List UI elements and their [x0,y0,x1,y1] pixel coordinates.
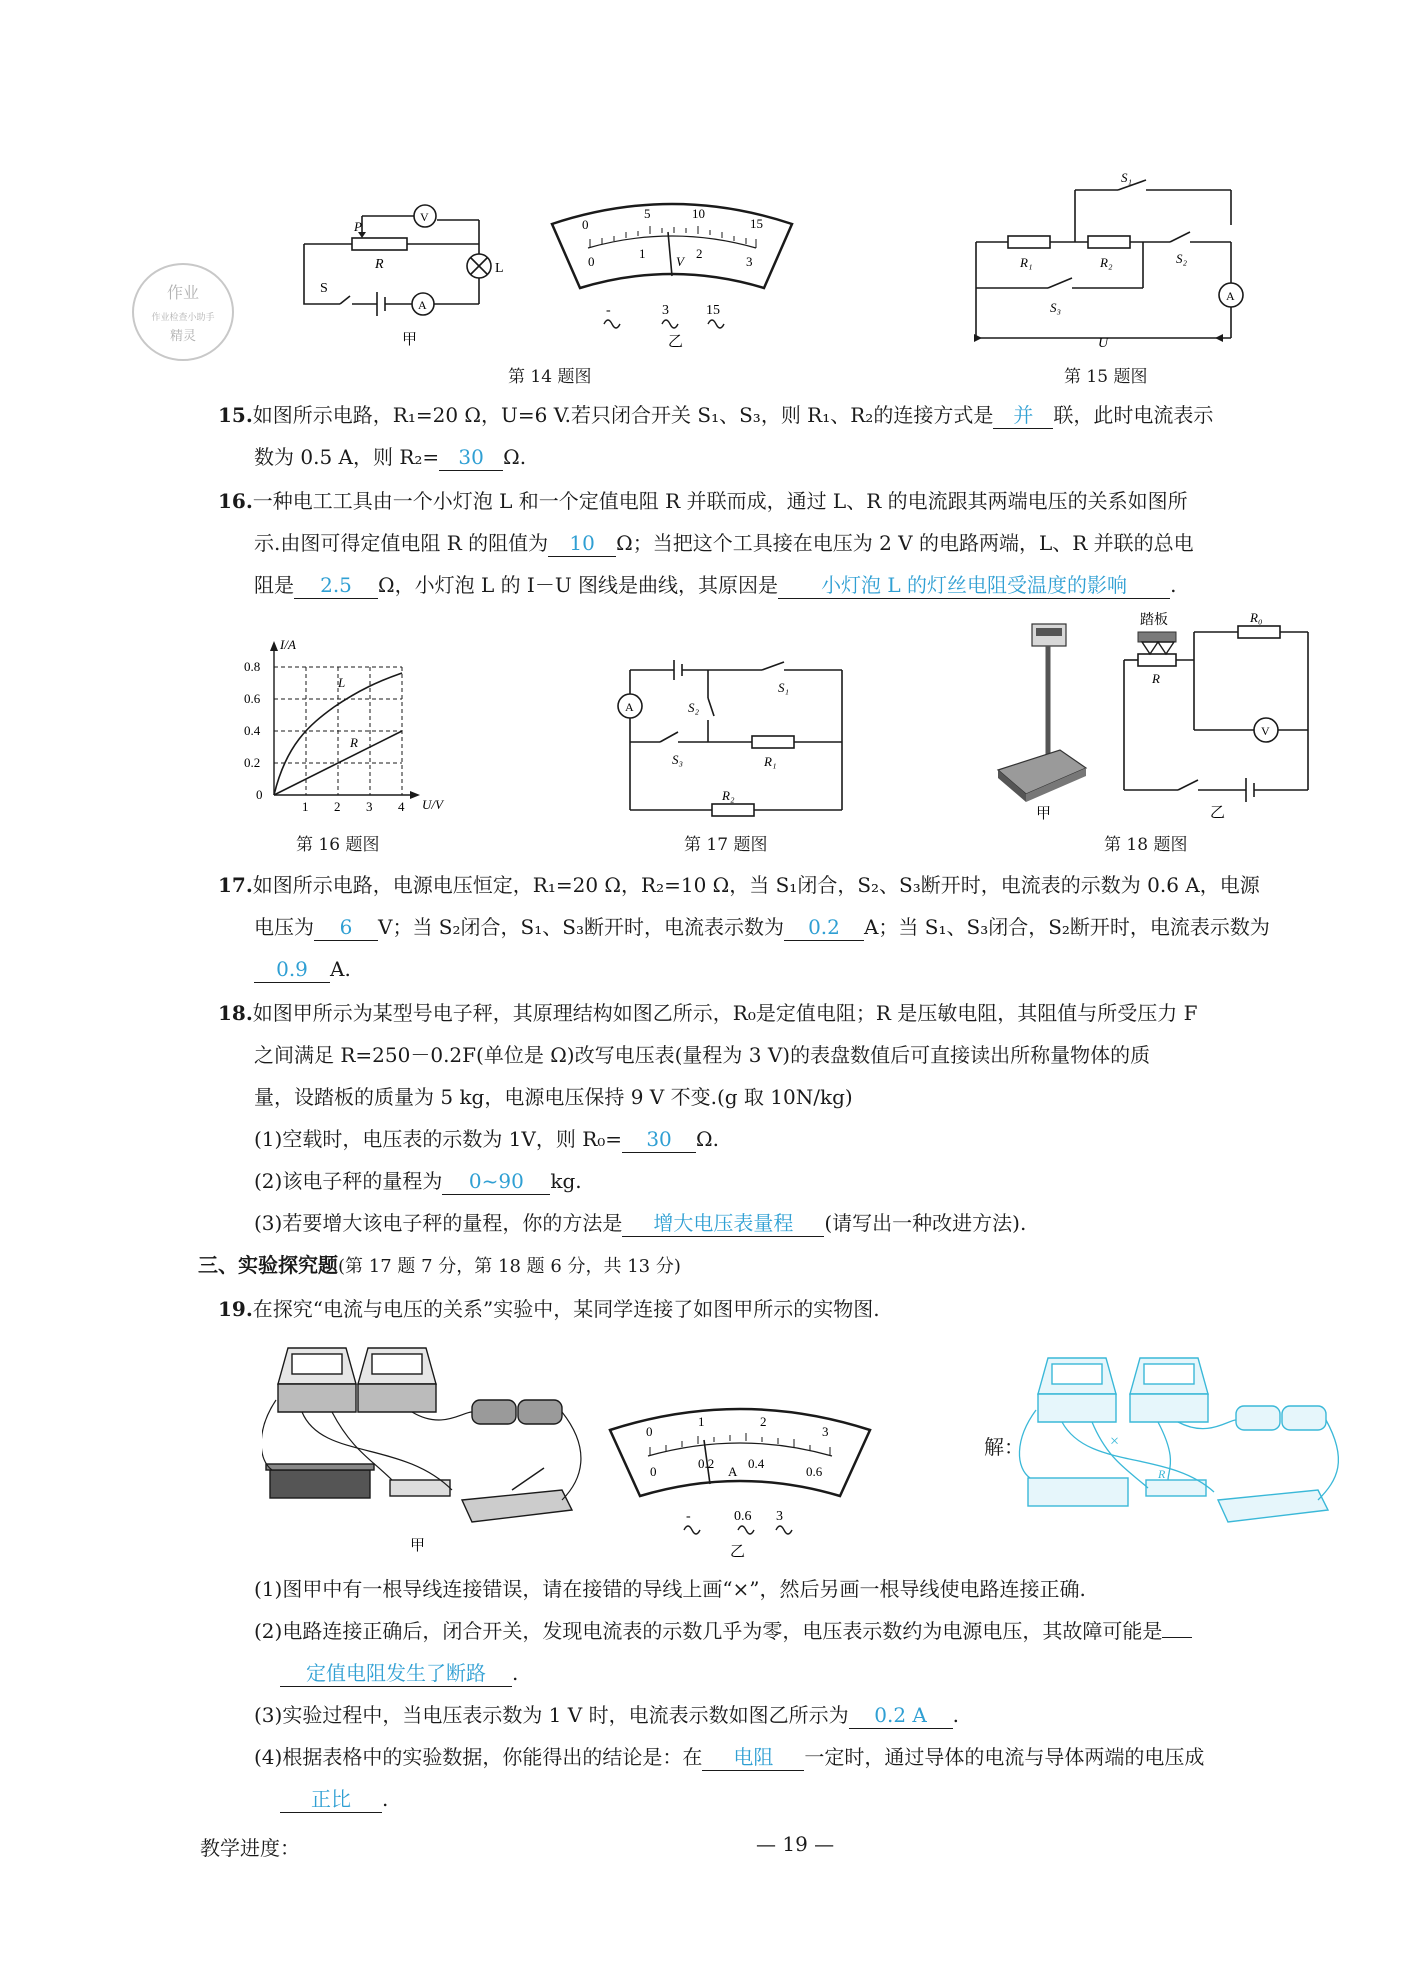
q16-line3-post: . [1170,573,1177,597]
fig16-line-r-label: R [350,735,358,750]
q15-answer-1: 并 [993,402,1053,429]
fig15-r2-label: R₂ [1100,255,1113,270]
fig16-xtick-4: 4 [398,799,405,814]
fig19-bottom-tick-0.6: 0.6 [806,1464,823,1479]
q19-part-3-pre: (3)实验过程中，当电压表示数为 1 V 时，电流表示数如图乙所示为 [254,1703,849,1727]
q16-answer-3: 小灯泡 L 的灯丝电阻受温度的影响 [778,572,1170,599]
fig15-ammeter-label: A [1226,289,1235,303]
fig15-s3-label: S₃ [1050,300,1062,315]
fig19-label-yi: 乙 [730,1544,746,1560]
fig18-caption: 第 18 题图 [1104,835,1188,855]
q16-answer-2: 2.5 [294,572,378,599]
fig15-u-label: U [1098,336,1109,351]
q15-line2-post: Ω. [503,445,527,469]
figure-18 [990,610,1320,825]
q17-answer-3: 0.9 [254,956,330,983]
q19-part-4-answer-2: 正比 [280,1786,382,1813]
q17-answer-1: 6 [314,914,378,941]
fig14-s-label: S [320,281,328,296]
q18-number: 18. [218,1001,253,1025]
fig19-unit: A [728,1464,738,1479]
q19-part-4-post: . [382,1787,389,1811]
fig19-top-tick-2: 2 [760,1414,767,1429]
figure-15 [968,170,1248,355]
fig14-label-yi: 乙 [668,334,684,350]
fig14-top-tick-0: 0 [582,217,589,232]
q17-line1: 如图所示电路，电源电压恒定，R₁=20 Ω，R₂=10 Ω，当 S₁闭合，S₂、S₃断开时，电流表的示数为 0.6 A，电源 [252,873,1260,897]
fig17-ammeter-label: A [625,700,634,714]
q19-solution-label: 解： [984,1435,1024,1459]
fig18-pedal-label: 踏板 [1140,613,1168,628]
q19-part-4 [254,1744,1204,1771]
q16-line3-mid: Ω，小灯泡 L 的 I－U 图线是曲线，其原因是 [378,573,779,597]
q16-line1: 一种电工工具由一个小灯泡 L 和一个定值电阻 R 并联而成，通过 L、R 的电流跟其两端电压的关系如图所 [252,489,1188,513]
fig16-ytick-0.8: 0.8 [244,659,261,674]
q19-part-2-line2 [280,1660,518,1687]
fig15-r1-label: R₁ [1020,255,1033,270]
fig19-bottom-tick-0.2: 0.2 [698,1456,715,1471]
q16-number: 16. [218,489,253,513]
fig19-top-tick-0: 0 [646,1424,653,1439]
figure-14 [292,186,812,356]
fig17-r2-label: R₂ [722,788,735,803]
q19-number: 19. [218,1297,253,1321]
q15-line1-pre: 如图所示电路，R₁=20 Ω，U=6 V.若只闭合开关 S₁、S₃，则 R₁、R₂的连接方式是 [252,403,994,427]
fig14-bottom-tick-2: 2 [696,246,703,261]
q19-part-2-post: . [512,1661,519,1685]
fig18-r-label: R [1152,671,1160,686]
fig14-l-label: L [495,261,504,276]
fig16-ytick-0.6: 0.6 [244,691,261,706]
fig14-top-tick-15: 15 [750,216,763,231]
fig19-top-tick-3: 3 [822,1424,829,1439]
fig14-unit: V [676,254,684,269]
fig14-label-jia: 甲 [402,332,418,348]
fig19-apparatus-jia [262,1340,582,1560]
q19-part-2-answer: 定值电阻发生了断路 [280,1660,512,1687]
fig14-bottom-tick-0: 0 [588,254,595,269]
fig14-voltmeter-label: V [420,210,429,224]
fig14-top-tick-10: 10 [692,206,705,221]
stamp-line2: 作业检查小助手 [151,312,215,322]
fig16-curve-l-label: L [338,675,346,690]
fig14-terminal-15: 15 [706,303,720,318]
q15-number: 15. [218,403,253,427]
fig19-bottom-tick-0: 0 [650,1464,657,1479]
q17-answer-2: 0.2 [784,914,864,941]
q18-p3-answer: 增大电压表量程 [622,1210,824,1237]
fig18-voltmeter-label: V [1261,724,1270,738]
q15-line2-pre: 数为 0.5 A，则 R₂= [254,445,440,469]
fig14-minus: - [606,303,611,318]
fig16-xlabel: U/V [422,797,443,812]
q18-p2-post: kg. [550,1169,582,1193]
fig14-caption: 第 14 题图 [508,367,592,387]
q18-p3-pre: (3)若要增大该电子秤的量程，你的方法是 [254,1211,623,1235]
fig18-circuit [1118,610,1318,820]
q17-number: 17. [218,873,253,897]
q19-part-4-pre: (4)根据表格中的实验数据，你能得出的结论是：在 [254,1745,703,1769]
fig14-ammeter-label: A [418,298,427,312]
fig18-label-jia: 甲 [1036,806,1052,820]
fig17-s3-label: S₃ [672,752,684,767]
q19-part-2-text: (2)电路连接正确后，闭合开关，发现电流表的示数几乎为零，电压表示数约为电源电压，其故障可能是 [254,1619,1163,1643]
fig19-ammeter-dial [600,1400,880,1560]
q16-answer-1: 10 [548,530,616,557]
fig18-scale-photo [990,610,1090,820]
q16-line2-pre: 示.由图可得定值电阻 R 的阻值为 [254,531,549,555]
q16-line2-post: Ω；当把这个工具接在电压为 2 V 的电路两端，L、R 并联的总电 [616,531,1194,555]
fig16-caption: 第 16 题图 [296,835,380,855]
q15-answer-2: 30 [439,444,503,471]
fig16-ytick-0: 0 [256,787,263,802]
q18-line1: 如图甲所示为某型号电子秤，其原理结构如图乙所示，R₀是定值电阻；R 是压敏电阻，其阻值与所受压力 F [252,1001,1198,1025]
fig16-xtick-2: 2 [334,799,341,814]
q15-line1-post: 联，此时电流表示 [1053,403,1214,427]
fig14-p-label: P [354,219,362,234]
section-3-title: 三、实验探究题 [198,1253,338,1277]
q18-p2-pre: (2)该电子秤的量程为 [254,1169,443,1193]
figure-16-graph [234,635,464,820]
q17-line2-mid: V；当 S₂闭合，S₁、S₃断开时，电流表示数为 [378,915,784,939]
fig19-top-tick-1: 1 [698,1414,705,1429]
fig16-ytick-0.2: 0.2 [244,755,261,770]
fig19-terminal-0.6: 0.6 [734,1509,752,1524]
q16-line3-pre: 阻是 [254,573,294,597]
q19-solution-r-label: R [1158,1467,1166,1481]
fig17-caption: 第 17 题图 [684,835,768,855]
fig18-r0-label: R₀ [1250,610,1263,625]
fig17-s1-label: S₁ [778,680,790,695]
q19-part-4-mid: 一定时，通过导体的电流与导体两端的电压成 [804,1745,1205,1769]
q19-part-4-line2 [280,1786,388,1813]
q17-line2-post: A；当 S₁、S₃闭合，S₂断开时，电流表示数为 [863,915,1270,939]
fig17-r1-label: R₁ [764,754,777,769]
question-19-stem [218,1296,880,1322]
q19-part-4-answer-1: 电阻 [702,1744,804,1771]
fig14-bottom-tick-3: 3 [746,254,753,269]
fig19-bottom-tick-0.4: 0.4 [748,1456,765,1471]
fig19-label-jia: 甲 [410,1538,426,1554]
fig14-top-tick-5: 5 [644,206,651,221]
q19-part-2-blank-start [1162,1637,1192,1638]
fig16-xtick-3: 3 [366,799,373,814]
q19-part-3 [254,1702,959,1729]
q18-p3-post: (请写出一种改进方法). [824,1211,1027,1235]
q19-solution-cross: × [1110,1433,1120,1450]
section-3-note: (第 17 题 7 分，第 18 题 6 分，共 13 分) [338,1256,681,1277]
q19-part-2-line1 [254,1618,1192,1644]
q17-line3-post: A. [330,957,351,981]
q19-part-3-post: . [952,1703,959,1727]
fig16-xtick-1: 1 [302,799,309,814]
fig14-voltmeter-dial [542,196,802,356]
q18-line3: 量，设踏板的质量为 5 kg，电源电压保持 9 V 不变.(g 取 10N/kg) [254,1085,853,1109]
fig16-ytick-0.4: 0.4 [244,723,261,738]
q18-p2-answer: 0~90 [442,1168,550,1195]
q18-p1-pre: (1)空载时，电压表的示数为 1V，则 R₀= [254,1127,623,1151]
q18-p1-answer: 30 [622,1126,696,1153]
homework-helper-stamp [128,258,238,366]
fig14-r-label: R [375,257,384,272]
q19-solution-figure [1018,1350,1344,1545]
q19-stem: 在探究“电流与电压的关系”实验中，某同学连接了如图甲所示的实物图. [252,1297,880,1321]
q17-line2-pre: 电压为 [254,915,314,939]
stamp-line3: 精灵 [169,328,197,343]
q18-line2: 之间满足 R=250－0.2F(单位是 Ω)改写电压表(量程为 3 V)的表盘数值后可直接读出所称量物体的质 [254,1043,1151,1067]
fig19-terminal-3: 3 [776,1509,783,1524]
fig18-label-yi: 乙 [1210,805,1226,820]
fig14-bottom-tick-1: 1 [639,246,646,261]
section-3-heading [198,1252,681,1280]
fig16-ylabel: I/A [280,637,296,652]
fig19-minus: - [686,1509,691,1524]
fig15-caption: 第 15 题图 [1064,367,1148,387]
stamp-line1: 作业 [166,285,200,302]
fig15-s2-label: S₂ [1176,251,1188,266]
teaching-progress-label: 教学进度： [200,1836,300,1860]
fig14-terminal-3: 3 [662,303,669,318]
q19-part-1: (1)图甲中有一根导线连接错误，请在接错的导线上画“×”，然后另画一根导线使电路连接正确. [254,1577,1086,1601]
q19-part-3-answer: 0.2 A [849,1702,953,1729]
fig14-circuit [292,186,522,356]
fig17-s2-label: S₂ [688,700,700,715]
fig15-s1-label: S₁ [1121,170,1133,185]
figure-17 [612,660,852,820]
q18-p1-post: Ω. [696,1127,719,1151]
page-number: — 19 — [756,1832,835,1856]
